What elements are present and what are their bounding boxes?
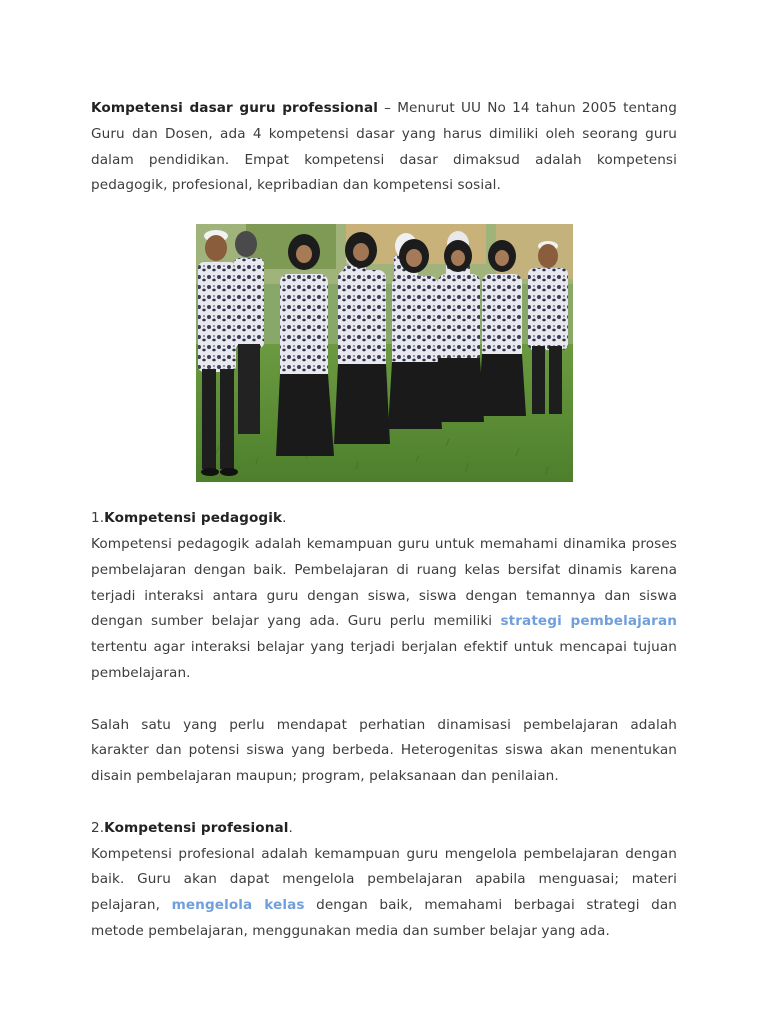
section2-p1-before: Kompetensi profesional adalah kemampuan guru mengelola pembelajaran dengan baik. Guru akan dapat mengelola pembelajaran apabila menguasai; materi pelajaran,: [91, 845, 677, 914]
section2-number: 2.: [91, 819, 105, 836]
intro-title: Kompetensi dasar guru professional: [91, 100, 378, 116]
strategi-pembelajaran-link[interactable]: strategi pembelajaran: [500, 613, 677, 630]
section1-title: Kompetensi pedagogik: [104, 510, 283, 527]
section1-p1-after: tertentu agar interaksi belajar yang terjadi berjalan efektif untuk mencapai tujuan pembelajaran.: [91, 639, 677, 681]
section1-paragraph-1: [91, 532, 677, 687]
section2-title: Kompetensi profesional: [104, 819, 289, 836]
paragraph-gap: [91, 687, 677, 713]
intro-text: – Menurut UU No 14 tahun 2005 tentang Guru dan Dosen, ada 4 kompetensi dasar yang harus dimiliki oleh seorang guru dalam pendidikan. Empat kompetensi dasar dimaksud adalah kompetensi pedagogik, profesional, kepribadian dan kompetensi sosial.: [91, 100, 677, 194]
section1-p1-before: Kompetensi pedagogik adalah kemampuan guru untuk memahami dinamika proses pembelajaran dengan baik. Pembelajaran di ruang kelas bersifat dinamis karena terjadi interaksi antara guru dengan siswa, siswa dengan temannya dan siswa dengan sumber belajar yang ada. Guru perlu memiliki: [91, 535, 677, 630]
photo-container: [91, 224, 677, 482]
mengelola-kelas-link[interactable]: mengelola kelas: [171, 897, 305, 914]
section2-paragraph-1: [91, 842, 677, 945]
teachers-group-photo: [196, 224, 573, 482]
section1-number: 1.: [91, 510, 105, 527]
section1-heading: [91, 506, 677, 532]
article: [91, 96, 677, 945]
intro-paragraph: [91, 96, 677, 199]
section2-heading: [91, 816, 677, 842]
section1-heading-end: .: [282, 510, 287, 527]
section1-paragraph-2: Salah satu yang perlu mendapat perhatian dinamisasi pembelajaran adalah karakter dan potensi siswa yang berbeda. Heterogenitas siswa akan menentukan disain pembelajaran maupun; program, pelaksanaan dan penilaian.: [91, 716, 677, 785]
paragraph-gap: [91, 790, 677, 816]
section2-heading-end: .: [288, 819, 293, 836]
section2-p1-after: dengan baik, memahami berbagai strategi dan metode pembelajaran, menggunakan media dan sumber belajar yang ada.: [91, 897, 677, 939]
